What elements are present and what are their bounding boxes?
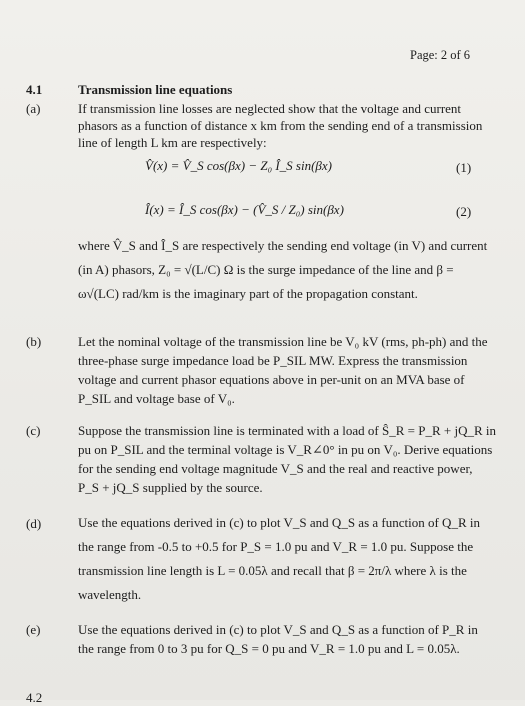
page-number: Page: 2 of 6: [410, 48, 471, 62]
part-d-label: (d): [26, 516, 42, 531]
equation-1: V̂(x) = V̂_S cos(βx) − Z₀ Î_S sin(βx): [145, 158, 332, 173]
part-e-text: Use the equations derived in (c) to plot V_S and Q_S as a function of P_R in the range from 0 to 3 pu for Q_S = 0 pu and V_R = 1.0 pu and L = 0.05λ.: [78, 622, 478, 656]
equation-1-number: (1): [456, 160, 472, 175]
section-title: Transmission line equations: [78, 82, 233, 97]
part-a-text: If transmission line losses are neglected show that the voltage and current phasors as a function of distance x km from the sending end of a transmission line of length L km are respectively:: [78, 101, 483, 150]
part-c-label: (c): [26, 423, 41, 438]
equation-2-number: (2): [456, 204, 472, 219]
part-a-label: (a): [26, 101, 41, 116]
equation-2: Î(x) = Î_S cos(βx) − (V̂_S / Z₀) sin(βx): [145, 202, 344, 217]
where-text: where V̂_S and Î_S are respectively the sending end voltage (in V) and current (in A) phasors, Z₀ = √(L/C) Ω is the surge impedance of the line and β = ω√(LC) rad/km is the imaginary part of the propagation constant.: [78, 238, 488, 301]
part-c-text: Suppose the transmission line is terminated with a load of Ŝ_R = P_R + jQ_R in pu on P_SIL and the terminal voltage is V_R∠0° in pu on V₀. Derive equations for the sending end voltage magnitude V_S and the real and reactive power, P_S + jQ_S supplied by the source.: [78, 423, 497, 495]
part-d-text: Use the equations derived in (c) to plot V_S and Q_S as a function of Q_R in the range from -0.5 to +0.5 for P_S = 1.0 pu and V_R = 1.0 pu. Suppose the transmission line length is L = 0.05λ and recall that β = 2π/λ where λ is the wavelength.: [78, 515, 480, 602]
part-b-text: Let the nominal voltage of the transmission line be V₀ kV (rms, ph-ph) and the three-phase surge impedance load be P_SIL MW. Express the transmission voltage and current phasor equations above in per-unit on an MVA base of P_SIL and voltage base of V₀.: [78, 334, 488, 406]
part-b-label: (b): [26, 334, 42, 349]
section-number: 4.1: [26, 82, 43, 97]
part-e-label: (e): [26, 622, 41, 637]
next-section-partial: 4.2: [26, 690, 43, 705]
